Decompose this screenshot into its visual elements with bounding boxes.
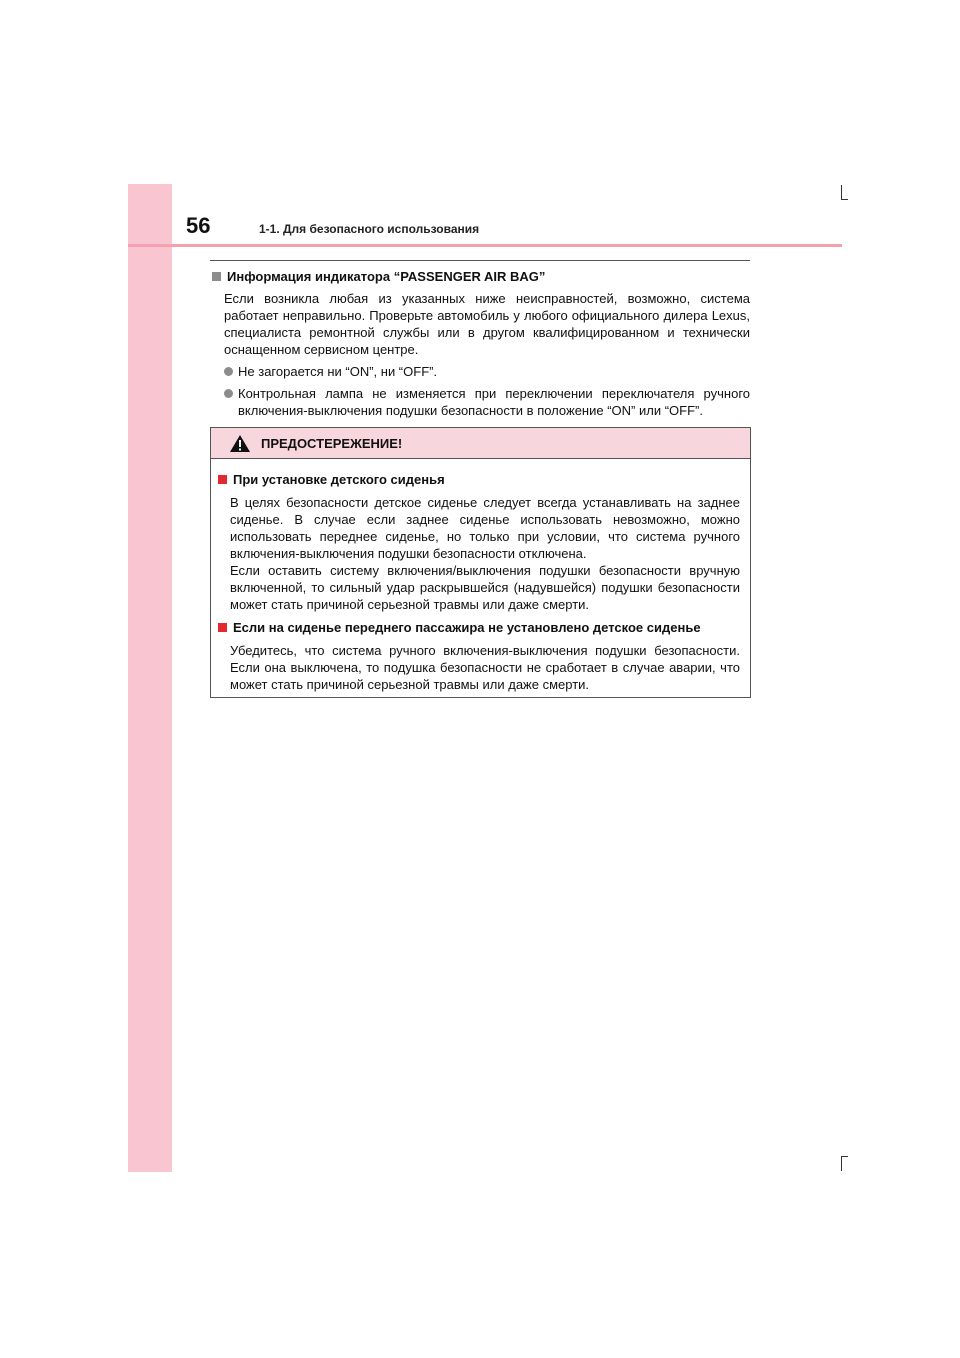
- content-divider: [210, 260, 750, 261]
- info-section: [210, 268, 750, 419]
- warning-paragraph: В целях безопасности детское сиденье следует всегда устанавливать на заднее сиденье. В случае если заднее сиденье использовать невозможно, можно использовать переднее сиденье, но только при условии, что система ручного включения-выключения подушки безопасности отключена.: [230, 495, 740, 561]
- side-color-band: [128, 184, 172, 1172]
- info-heading: [210, 268, 750, 285]
- info-bullet-text: Контрольная лампа не изменяется при переключении переключателя ручного включения-выключения подушки безопасности в положение “ON” или “OFF”.: [238, 386, 750, 418]
- warning-section-heading-text: При установке детского сиденья: [233, 472, 445, 487]
- warning-body: [211, 459, 750, 693]
- header-rule: [128, 244, 842, 247]
- warning-header: [211, 428, 750, 459]
- info-paragraph: Если возникла любая из указанных ниже неисправностей, возможно, система работает неправильно. Проверьте автомобиль у любого официального дилера Lexus, специалиста ремонтной службы или в другом квалифицированном и технически оснащенном сервисном центре.: [224, 291, 750, 357]
- warning-triangle-icon: [229, 434, 251, 453]
- section-title: 1-1. Для безопасного использования: [259, 222, 480, 236]
- warning-section-heading: [216, 471, 740, 488]
- crop-mark-bottom: [841, 1156, 848, 1171]
- warning-section-heading-text: Если на сиденье переднего пассажира не установлено детское сиденье: [233, 620, 701, 635]
- warning-paragraph: Если оставить систему включения/выключения подушки безопасности вручную включенной, то сильный удар раскрывшейся (надувшейся) подушки безопасности может стать причиной серьезной травмы или даже смерти.: [230, 563, 740, 612]
- gray-square-bullet-icon: [212, 272, 221, 281]
- info-bullet: [224, 363, 750, 380]
- info-heading-text: Информация индикатора “PASSENGER AIR BAG”: [227, 269, 546, 284]
- red-square-bullet-icon: [218, 623, 227, 632]
- info-bullet-text: Не загорается ни “ON”, ни “OFF”.: [238, 364, 438, 379]
- info-bullet: [224, 385, 750, 419]
- warning-title: ПРЕДОСТЕРЕЖЕНИЕ!: [261, 435, 403, 451]
- warning-box: [210, 427, 751, 698]
- red-square-bullet-icon: [218, 475, 227, 484]
- page-number: 56: [186, 213, 211, 238]
- bullet-dot-icon: [224, 367, 233, 376]
- crop-mark-top: [841, 185, 848, 200]
- warning-paragraph: Убедитесь, что система ручного включения-выключения подушки безопасности. Если она выключена, то подушка безопасности не сработает в случае аварии, что может стать причиной серьезной травмы или даже смерти.: [230, 643, 740, 692]
- warning-section-heading: [216, 619, 740, 636]
- bullet-dot-icon: [224, 389, 233, 398]
